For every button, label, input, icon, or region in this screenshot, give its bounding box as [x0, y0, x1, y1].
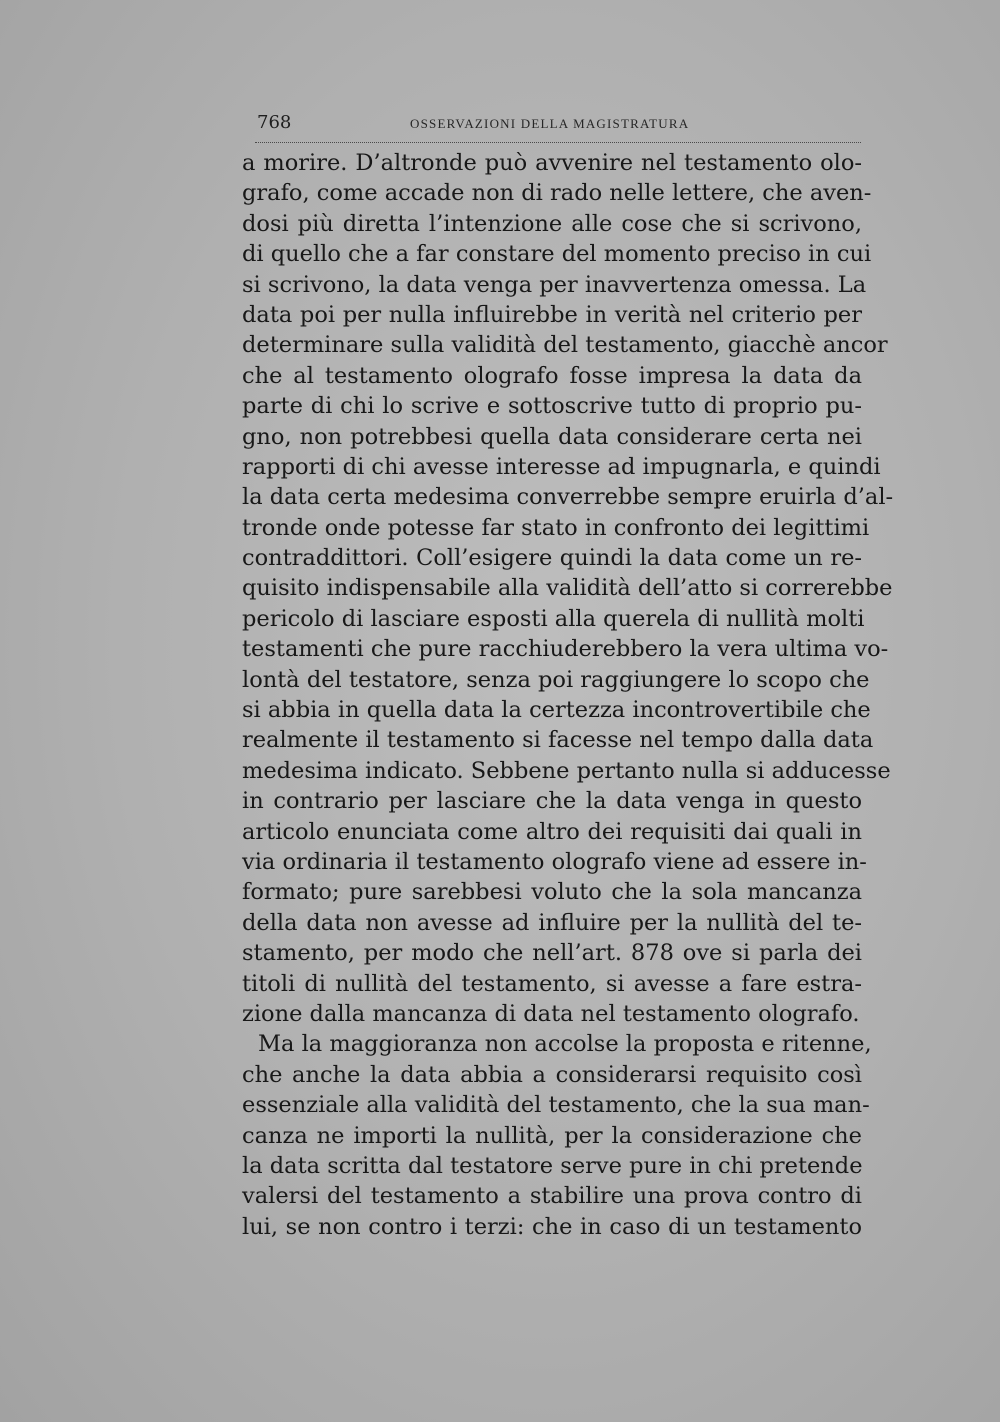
text-line: si abbia in quella data la certezza incontrovertibile che	[242, 697, 871, 724]
page-header	[255, 108, 861, 143]
text-line: essenziale alla validità del testamento, che la sua man-	[242, 1092, 870, 1119]
text-line: lui, se non contro i terzi: che in caso di un testamento	[242, 1213, 862, 1240]
text-line: testamenti che pure racchiuderebbero la vera ultima vo-	[242, 636, 889, 663]
text-line: tronde onde potesse far stato in confronto dei legittimi	[242, 514, 870, 541]
text-line: determinare sulla validità del testamento, giacchè ancor	[242, 332, 888, 359]
text-line: gno, non potrebbesi quella data considerare certa nei	[242, 423, 862, 450]
text-line: data poi per nulla influirebbe in verità nel criterio per	[242, 301, 862, 328]
text-line: medesima indicato. Sebbene pertanto nulla si adducesse	[242, 757, 891, 784]
text-line: quisito indispensabile alla validità dell’atto si correrebbe	[242, 575, 893, 602]
text-line: rapporti di chi avesse interesse ad impugnarla, e quindi	[242, 453, 881, 480]
text-line: la data scritta dal testatore serve pure in chi pretende	[242, 1152, 863, 1179]
text-line: contraddittori. Coll’esigere quindi la data come un re-	[242, 545, 862, 572]
text-line: parte di chi lo scrive e sottoscrive tutto di proprio pu-	[242, 393, 862, 420]
text-line: lontà del testatore, senza poi raggiungere lo scopo che	[242, 666, 870, 693]
text-line: la data certa medesima converrebbe sempre eruirla d’al-	[242, 484, 894, 511]
text-line: zione dalla mancanza di data nel testamento olografo.	[242, 1000, 860, 1027]
text-line: della data non avesse ad influire per la nullità del te-	[242, 909, 862, 936]
text-line: canza ne importi la nullità, per la considerazione che	[242, 1122, 862, 1149]
text-line: realmente il testamento si facesse nel tempo dalla data	[242, 727, 874, 754]
text-line: pericolo di lasciare esposti alla querela di nullità molti	[242, 605, 865, 632]
text-line: Ma la maggioranza non accolse la proposta e ritenne,	[258, 1031, 872, 1058]
text-line: in contrario per lasciare che la data venga in questo	[242, 788, 862, 815]
text-line: a morire. D’altronde può avvenire nel testamento olo-	[242, 150, 862, 176]
text-line: via ordinaria il testamento olografo viene ad essere in-	[242, 848, 867, 875]
text-line: grafo, come accade non di rado nelle lettere, che aven-	[242, 180, 872, 207]
text-line: articolo enunciata come altro dei requisiti dai quali in	[242, 818, 862, 845]
text-line: valersi del testamento a stabilire una prova contro di	[242, 1183, 862, 1210]
page-number: 768	[257, 112, 292, 133]
text-line: che anche la data abbia a considerarsi requisito così	[242, 1061, 862, 1088]
text-line: si scrivono, la data venga per inavvertenza omessa. La	[242, 271, 867, 298]
body-text	[242, 148, 894, 1242]
text-line: che al testamento olografo fosse impresa la data da	[242, 362, 862, 389]
text-line: formato; pure sarebbesi voluto che la sola mancanza	[242, 879, 862, 906]
text-line: dosi più diretta l’intenzione alle cose che si scrivono,	[242, 210, 862, 237]
running-title: OSSERVAZIONI DELLA MAGISTRATURA	[410, 116, 690, 131]
text-line: titoli di nullità del testamento, si avesse a fare estra-	[242, 970, 862, 997]
text-line: stamento, per modo che nell’art. 878 ove si parla dei	[242, 940, 862, 967]
text-line: di quello che a far constare del momento preciso in cui	[242, 241, 872, 268]
